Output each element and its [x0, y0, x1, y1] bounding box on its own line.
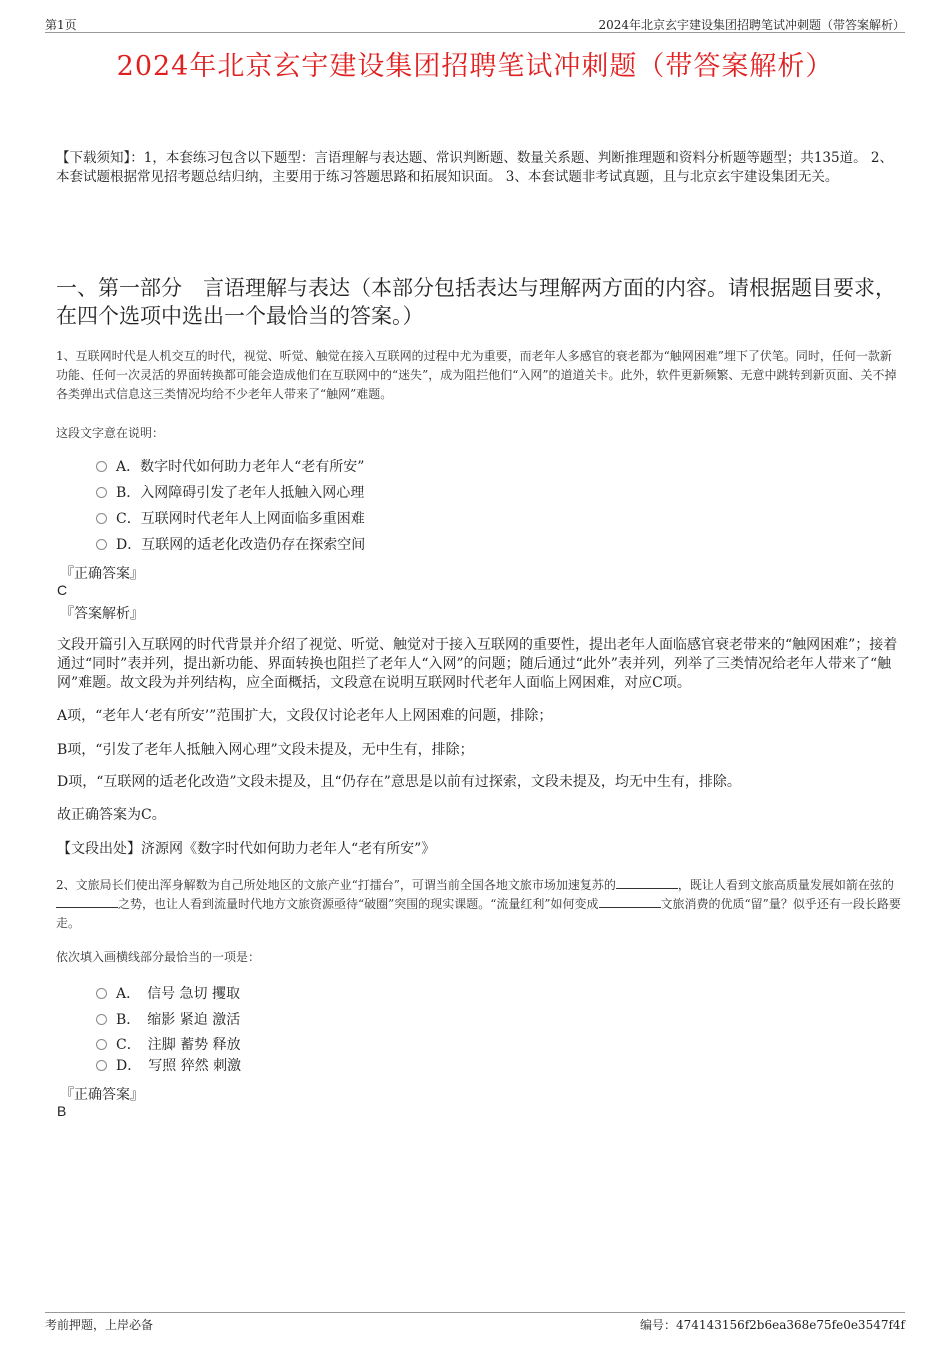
- radio-icon[interactable]: [96, 1039, 107, 1050]
- fill-blank: [599, 907, 661, 908]
- q1-conclusion: 故正确答案为C。: [57, 807, 166, 823]
- radio-icon[interactable]: [96, 1060, 107, 1071]
- q1-analysis: 文段开篇引入互联网的时代背景并介绍了视觉、听觉、触觉对于接入互联网的重要性，提出老年人面临感官衰老带来的“触网困难”；接着通过“同时”表并列，提出新功能、界面转换也阻拦了老年人“入网”的问题；随后通过“此外”表并列，列举了三类情况给老年人带来了“触网”难题。故文段为并列结构，应全面概括，文段意在说明互联网时代老年人面临上网困难，对应C项。: [57, 637, 898, 691]
- radio-icon[interactable]: [96, 1014, 107, 1025]
- section-heading: 一、第一部分 言语理解与表达（本部分包括表达与理解两方面的内容。请根据题目要求，在四个选项中选出一个最恰当的答案。）: [56, 276, 896, 328]
- q1-option-d[interactable]: D．互联网的适老化改造仍存在探索空间: [96, 535, 365, 555]
- q1-text: 1、互联网时代是人机交互的时代，视觉、听觉、触觉在接入互联网的过程中尤为重要，而老年人多感官的衰老都为“触网困难”埋下了伏笔。同时，任何一款新功能、任何一次灵活的界面转换都可能会造成他们在互联网中的“迷失”，成为阻拦他们“入网”的道道关卡。此外，软件更新频繁、无意中跳转到新页面、关不掉各类弹出式信息这三类情况均给不少老年人带来了“触网”难题。: [56, 349, 897, 401]
- q1-prompt: 这段文字意在说明：: [56, 426, 165, 440]
- footer-slogan: 考前押题，上岸必备: [45, 1318, 154, 1332]
- fill-blank: [616, 888, 678, 889]
- q2-prompt: 依次填入画横线部分最恰当的一项是：: [56, 950, 261, 964]
- radio-icon[interactable]: [96, 539, 107, 550]
- q2-text: 2、文旅局长们使出浑身解数为自己所处地区的文旅产业“打擂台”，可谓当前全国各地文旅市场加速复苏的 ，既让人看到文旅高质量发展如箭在弦的之势，也让人看到流量时代地方文旅资源亟待“破圈”突围的现实课题。“流量红利”如何变成 文旅消费的优质“留”量？似乎还有一段长路要走。: [56, 878, 901, 930]
- document-title: 2024年北京玄宇建设集团招聘笔试冲刺题（带答案解析）: [116, 51, 834, 82]
- q2-option-c[interactable]: C． 注脚 蓄势 释放: [96, 1035, 241, 1055]
- radio-icon[interactable]: [96, 461, 107, 472]
- q1-note-b: B项，“引发了老年人抵触入网心理”文段未提及，无中生有，排除；: [57, 742, 474, 758]
- q1-source: 【文段出处】济源网《数字时代如何助力老年人“老有所安”》: [57, 841, 436, 857]
- q2-option-a[interactable]: A． 信号 急切 攫取: [96, 984, 240, 1004]
- q1-answer: C: [57, 582, 68, 598]
- q1-analysis-label: 『答案解析』: [60, 606, 144, 622]
- q1-answer-label: 『正确答案』: [60, 566, 144, 582]
- q1-option-c[interactable]: C．互联网时代老年人上网面临多重困难: [96, 509, 365, 529]
- q2-option-b[interactable]: B． 缩影 紧迫 激活: [96, 1010, 240, 1030]
- download-notice: 【下载须知】：1，本套练习包含以下题型：言语理解与表达题、常识判断题、数量关系题、判断推理题和资料分析题等题型；共135道。 2、本套试题根据常见招考题总结归纳，主要用于练习答题思路和拓展知识面。 3、本套试题非考试真题，且与北京玄宇建设集团无关。: [56, 150, 893, 185]
- page-header: [45, 14, 905, 33]
- q2-answer: B: [57, 1103, 67, 1119]
- q1-option-b[interactable]: B．入网障碍引发了老年人抵触入网心理: [96, 483, 364, 503]
- fill-blank: [56, 907, 118, 908]
- footer-id: 编号：474143156f2b6ea368e75fe0e3547f4f: [640, 1318, 905, 1332]
- q1-note-d: D项，“互联网的适老化改造”文段未提及，且“仍存在”意思是以前有过探索，文段未提及，均无中生有，排除。: [57, 774, 741, 790]
- q1-option-a[interactable]: A．数字时代如何助力老年人“老有所安”: [96, 457, 364, 477]
- page-number: 第1页: [45, 18, 77, 32]
- radio-icon[interactable]: [96, 513, 107, 524]
- radio-icon[interactable]: [96, 988, 107, 999]
- q2-option-d[interactable]: D． 写照 猝然 刺激: [96, 1056, 241, 1076]
- page-footer: [45, 1312, 905, 1333]
- header-doc-title: 2024年北京玄宇建设集团招聘笔试冲刺题（带答案解析）: [598, 18, 905, 32]
- radio-icon[interactable]: [96, 487, 107, 498]
- q1-note-a: A项，“老年人‘老有所安’”范围扩大，文段仅讨论老年人上网困难的问题，排除；: [57, 708, 553, 724]
- q2-answer-label: 『正确答案』: [60, 1087, 144, 1103]
